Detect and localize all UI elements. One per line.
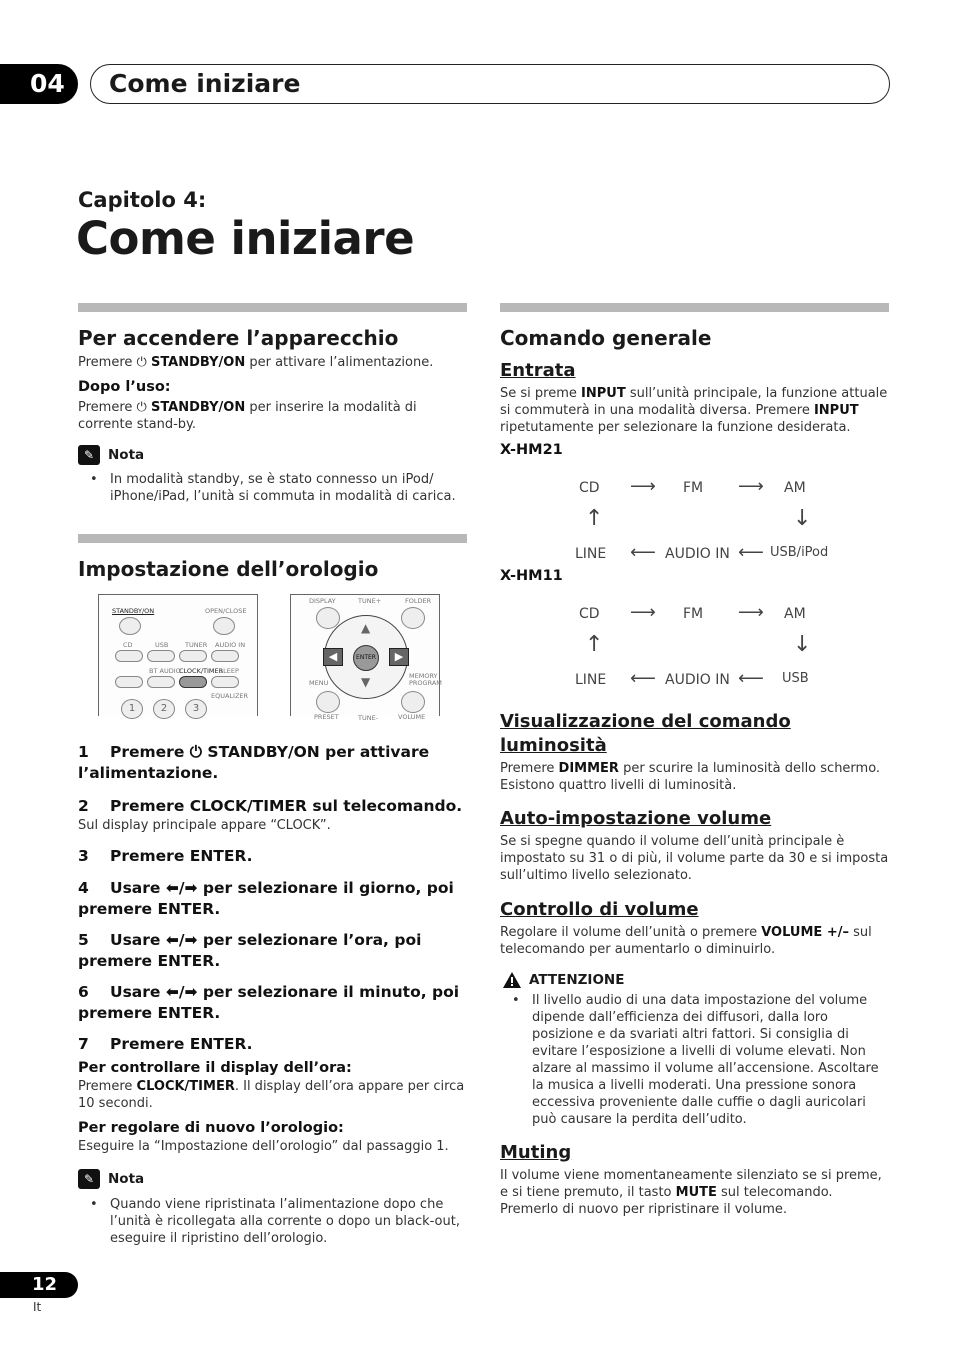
reset-clock-heading: Per regolare di nuovo l’orologio: (78, 1120, 344, 1136)
after-use-text: Premere ⏻ STANDBY/ON per inserire la modalità di corrente stand-by. (78, 400, 417, 432)
section-divider (78, 534, 467, 543)
model-label: X-HM21 (500, 442, 563, 458)
flow-am: AM (784, 606, 806, 622)
pencil-note-icon: ✎ (78, 445, 100, 465)
flow-line: LINE (575, 672, 607, 688)
remote-label: DISPLAY (309, 597, 336, 605)
arrow-up-icon: ▲ (361, 621, 371, 635)
chapter-label: Capitolo 4: (78, 188, 207, 212)
power-icon: ⏻ (189, 743, 208, 761)
clock-step-2: 2 Premere CLOCK/TIMER sul telecomando. (78, 797, 463, 815)
remote-label: OPEN/CLOSE (205, 607, 247, 615)
input-heading: Entrata (500, 360, 576, 381)
section-divider (78, 303, 467, 312)
left-arrow-icon: ◀ (323, 648, 343, 666)
flow-cd: CD (579, 606, 600, 622)
flow-fm: FM (683, 480, 704, 496)
remote-button (115, 650, 143, 662)
muting-heading: Muting (500, 1142, 572, 1163)
left-right-arrows-icon: ⬅/➡ (165, 931, 198, 949)
after-use-heading: Dopo l’uso: (78, 379, 171, 395)
power-text: Premere ⏻ STANDBY/ON per attivare l’alimentazione. (78, 355, 434, 370)
remote-label: BT AUDIO (149, 667, 181, 675)
clock-step-6: 6 Usare ⬅/➡ per selezionare il minuto, poi premere ENTER. (78, 983, 460, 1022)
arrow-down-icon: ↓ (793, 632, 812, 657)
remote-number-button: 2 (153, 699, 175, 719)
remote-label: PRESET (314, 713, 339, 721)
flow-audio-in: AUDIO IN (665, 672, 730, 688)
volume-text: Regolare il volume dell’unità o premere VOLUME +/– sul telecomando per aumentarlo o diminuirlo. (500, 925, 872, 957)
remote-left-panel (98, 594, 258, 716)
menu-button (316, 691, 340, 713)
standby-button (119, 617, 141, 635)
arrow-right-icon: ⟶ (738, 602, 764, 623)
flow-cd: CD (579, 480, 600, 496)
clock-step-1: 1 Premere ⏻ STANDBY/ON per attivare l’alimentazione. (78, 743, 430, 782)
arrow-up-icon: ↑ (585, 506, 604, 531)
clock-step-2-note: Sul display principale appare “CLOCK”. (78, 818, 331, 833)
remote-label: MEMORY PROGRAM (409, 672, 442, 687)
warning-header (500, 972, 889, 988)
clock-step-4: 4 Usare ⬅/➡ per selezionare il giorno, poi premere ENTER. (78, 879, 454, 918)
section-divider (500, 303, 889, 312)
remote-label: SLEEP (219, 667, 239, 675)
auto-volume-heading: Auto-impostazione volume (500, 808, 772, 829)
arrow-right-icon: ⟶ (738, 476, 764, 497)
check-display-text: Premere CLOCK/TIMER. Il display dell’ora appare per circa 10 secondi. (78, 1079, 465, 1111)
remote-button (147, 676, 175, 688)
flow-am: AM (784, 480, 806, 496)
right-arrow-icon: ▶ (389, 648, 409, 666)
clock-step-3: 3 Premere ENTER. (78, 847, 253, 865)
remote-button (115, 676, 143, 688)
arrow-left-icon: ⟵ (630, 668, 656, 689)
right-column (500, 303, 889, 1218)
language-code: It (33, 1300, 42, 1314)
note-item: • Quando viene ripristinata l’alimentazione dopo che l’unità è ricollegata alla corrente o dopo un black-out, eseguire il ripristino dell’orologio. (78, 1196, 467, 1247)
arrow-left-icon: ⟵ (738, 542, 764, 563)
arrow-down-icon: ↓ (793, 506, 812, 531)
clock-step-7: 7 Premere ENTER. (78, 1035, 253, 1053)
remote-right-panel (290, 594, 442, 722)
check-display-heading: Per controllare il display dell’ora: (78, 1060, 352, 1076)
remote-label: USB (155, 641, 169, 649)
power-icon: ⏻ (136, 355, 151, 370)
remote-label: TUNE- (358, 714, 379, 722)
input-flow-diagram (500, 588, 889, 692)
flow-usb: USB (782, 671, 809, 686)
remote-number-button: 3 (185, 699, 207, 719)
arrow-right-icon: ⟶ (630, 476, 656, 497)
power-heading: Per accendere l’apparecchio (78, 326, 399, 350)
header-title: Come iniziare (90, 64, 890, 104)
clock-timer-button (179, 676, 207, 688)
left-right-arrows-icon: ⬅/➡ (165, 983, 198, 1001)
muting-text: Il volume viene momentaneamente silenziato se si preme, e si tiene premuto, il tasto MUTE sul telecomando. Premerlo di nuovo per ripristinare il volume. (500, 1168, 882, 1217)
remote-label: TUNE+ (358, 597, 382, 605)
left-right-arrows-icon: ⬅/➡ (165, 879, 198, 897)
reset-clock-text: Eseguire la “Impostazione dell’orologio” dal passaggio 1. (78, 1139, 449, 1154)
memory-button (401, 691, 425, 713)
page-number: 12 (0, 1272, 78, 1298)
model-label: X-HM11 (500, 568, 563, 584)
warning-item: • Il livello audio di una data impostazione del volume dipende dall’efficienza dei diffusori, dalla loro posizione e da svariati altri fattori. Si consiglia di evitare l’esposizione a livelli di volume elevati. Non alzare al massimo il volume all’accensione. Ascoltare la musica a livelli moderati. Una pressione sonora eccessiva proveniente dalle cuffie o dagli auricolari può causare la perdita dell’udito. (500, 992, 889, 1128)
remote-label: CD (123, 641, 133, 649)
volume-heading: Controllo di volume (500, 899, 699, 920)
note-label: Nota (108, 447, 145, 463)
remote-label: MENU (309, 679, 329, 687)
flow-audio-in: AUDIO IN (665, 546, 730, 562)
dimmer-heading: Visualizzazione del comando luminosità (500, 711, 791, 756)
enter-button: ENTER (353, 645, 379, 671)
clock-heading: Impostazione dell’orologio (78, 557, 379, 581)
remote-number-button: 1 (121, 699, 143, 719)
remote-label: TUNER (185, 641, 208, 649)
page-title: Come iniziare (76, 212, 415, 265)
remote-label: AUDIO IN (215, 641, 246, 649)
power-icon: ⏻ (136, 400, 151, 415)
note-item: • In modalità standby, se è stato connesso un iPod/ iPhone/iPad, l’unità si commuta in modalità di carica. (78, 471, 467, 505)
remote-label: STANDBY/ON (112, 607, 155, 615)
flow-usb: USB/iPod (770, 545, 829, 560)
remote-label: VOLUME (398, 713, 426, 721)
warning-label: ATTENZIONE (529, 972, 625, 988)
remote-label: FOLDER (405, 597, 432, 605)
flow-line: LINE (575, 546, 607, 562)
clock-step-5: 5 Usare ⬅/➡ per selezionare l’ora, poi premere ENTER. (78, 931, 422, 970)
input-flow-diagram (500, 462, 889, 566)
arrow-left-icon: ⟵ (630, 542, 656, 563)
pencil-note-icon: ✎ (78, 1169, 100, 1189)
remote-button (179, 650, 207, 662)
remote-illustration (78, 594, 467, 722)
arrow-down-icon: ▼ (361, 675, 371, 689)
arrow-left-icon: ⟵ (738, 668, 764, 689)
left-column (78, 303, 467, 1247)
folder-button (401, 607, 425, 629)
general-control-heading: Comando generale (500, 326, 712, 350)
arrow-right-icon: ⟶ (630, 602, 656, 623)
remote-button (211, 676, 239, 688)
dimmer-text: Premere DIMMER per scurire la luminosità dello schermo. Esistono quattro livelli di luminosità. (500, 761, 881, 793)
auto-volume-text: Se si spegne quando il volume dell’unità principale è impostato su 31 o di più, il volume parte da 30 e si imposta sull’ultimo livello selezionato. (500, 834, 889, 883)
remote-button (211, 650, 239, 662)
remote-label: EQUALIZER (211, 692, 249, 700)
note-label: Nota (108, 1171, 145, 1187)
flow-fm: FM (683, 606, 704, 622)
remote-button (147, 650, 175, 662)
warning-triangle-icon (503, 972, 521, 988)
note-header (78, 1169, 467, 1189)
chapter-number-tab: 04 (0, 64, 78, 104)
input-text: Se si preme INPUT sull’unità principale, la funzione attuale si commuterà in una modalità diversa. Premere INPUT ripetutamente per selezionare la funzione desiderata. (500, 386, 888, 435)
remote-label: CLOCK/TIMER (179, 667, 224, 675)
arrow-up-icon: ↑ (585, 632, 604, 657)
open-close-button (213, 617, 235, 635)
note-header (78, 445, 467, 465)
